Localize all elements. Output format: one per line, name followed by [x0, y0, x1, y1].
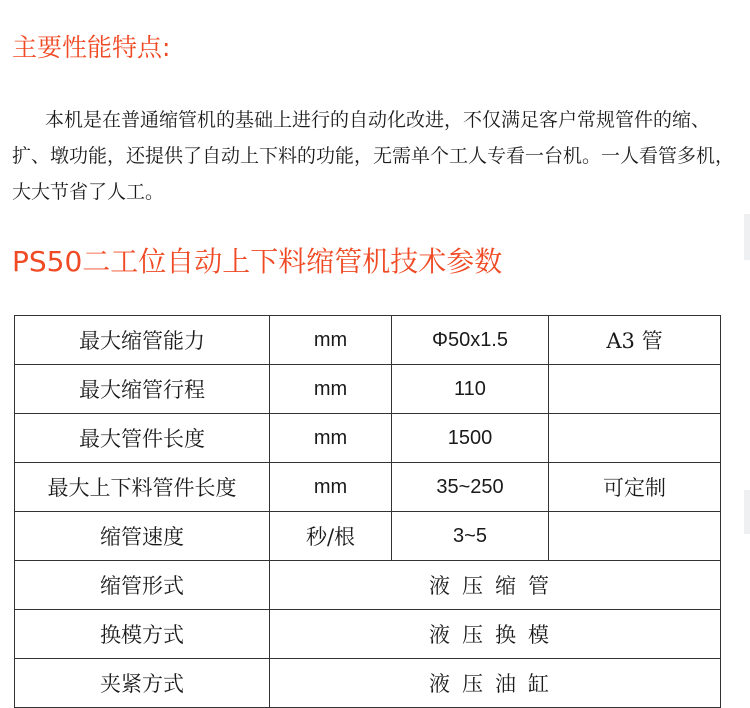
page-edge-decoration	[744, 490, 750, 534]
table-row	[15, 316, 721, 365]
param-unit: mm	[270, 316, 392, 365]
param-note	[549, 365, 721, 414]
table-row	[15, 610, 721, 659]
table-row	[15, 414, 721, 463]
param-value: 35~250	[392, 463, 549, 512]
table-row	[15, 659, 721, 708]
param-unit: 秒/根	[270, 512, 392, 561]
param-value: 3~5	[392, 512, 549, 561]
param-label: 最大缩管行程	[15, 365, 270, 414]
param-label: 夹紧方式	[15, 659, 270, 708]
param-value: 液压缩管	[270, 561, 721, 610]
features-description: 本机是在普通缩管机的基础上进行的自动化改进，不仅满足客户常规管件的缩、扩、墩功能，还提供了自动上下料的功能，无需单个工人专看一台机。一人看管多机，大大节省了人工。	[12, 109, 735, 203]
spec-table	[14, 315, 721, 708]
param-unit: mm	[270, 414, 392, 463]
param-note: 可定制	[549, 463, 721, 512]
param-label: 缩管速度	[15, 512, 270, 561]
param-note: A3 管	[549, 316, 721, 365]
param-value: 110	[392, 365, 549, 414]
param-value: 1500	[392, 414, 549, 463]
table-row	[15, 512, 721, 561]
param-note	[549, 512, 721, 561]
spec-heading: PS50二工位自动上下料缩管机技术参数	[12, 245, 503, 278]
param-value: 液压油缸	[270, 659, 721, 708]
param-value: 液压换模	[270, 610, 721, 659]
param-unit: mm	[270, 365, 392, 414]
table-row	[15, 463, 721, 512]
features-heading: 主要性能特点:	[12, 33, 171, 62]
param-label: 最大缩管能力	[15, 316, 270, 365]
table-row	[15, 561, 721, 610]
param-note	[549, 414, 721, 463]
param-value: Φ50x1.5	[392, 316, 549, 365]
param-label: 缩管形式	[15, 561, 270, 610]
param-label: 最大上下料管件长度	[15, 463, 270, 512]
table-row	[15, 365, 721, 414]
page-edge-decoration	[744, 214, 750, 260]
param-label: 最大管件长度	[15, 414, 270, 463]
param-unit: mm	[270, 463, 392, 512]
param-label: 换模方式	[15, 610, 270, 659]
